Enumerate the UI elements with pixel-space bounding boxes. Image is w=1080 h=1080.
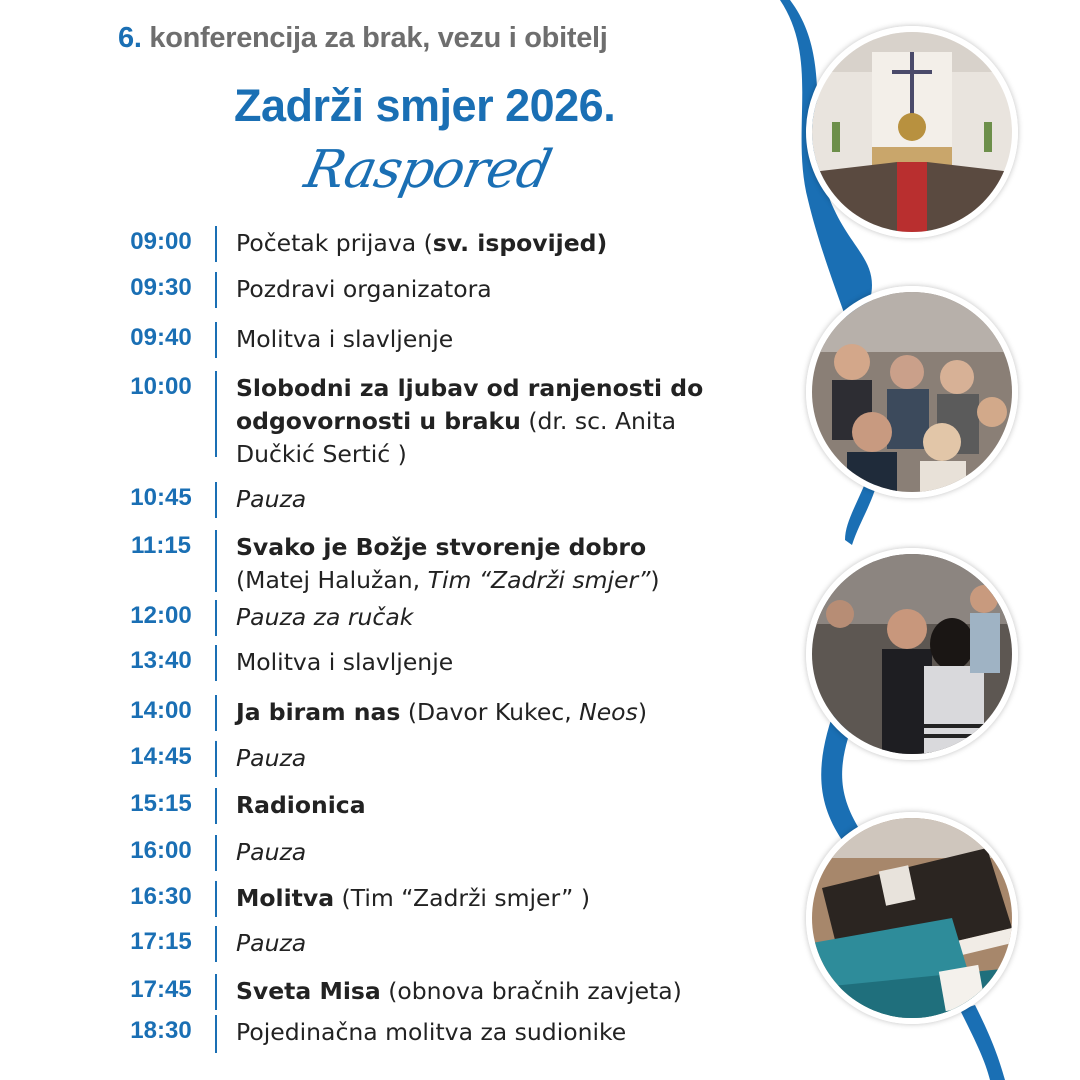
schedule-time: 13:40 [130, 647, 192, 674]
schedule-description [236, 742, 736, 775]
schedule-divider [215, 322, 217, 358]
schedule-time: 10:00 [130, 373, 192, 400]
session-title: Slobodni za ljubav od ranjenosti do odgovornosti u braku [236, 374, 704, 435]
session-note: Neos [579, 698, 638, 726]
schedule-time: 11:15 [130, 532, 192, 559]
session-title: Ja biram nas [236, 698, 401, 726]
schedule-description [236, 372, 736, 471]
session-note: Pauza [236, 744, 307, 772]
schedule-divider [215, 926, 217, 962]
session-text: (Davor Kukec, [400, 698, 580, 726]
session-text: (dr. sc. Anita Dučkić Sertić ) [236, 407, 677, 468]
schedule-description [236, 273, 736, 306]
schedule-description [236, 836, 736, 869]
conference-number: 6. [118, 22, 142, 54]
session-text: Molitva i slavljenje [236, 325, 454, 353]
photo-conversation [806, 548, 1018, 760]
schedule-time: 09:40 [130, 324, 192, 351]
schedule-time: 12:00 [130, 602, 192, 629]
schedule-time: 16:30 [130, 883, 192, 910]
schedule-description [236, 696, 736, 729]
schedule-divider [215, 272, 217, 308]
schedule-divider [215, 881, 217, 917]
schedule-description [236, 227, 736, 260]
schedule-divider [215, 482, 217, 518]
schedule-divider [215, 645, 217, 681]
session-title: Svako je Božje stvorenje dobro [236, 533, 647, 561]
schedule-divider [215, 371, 217, 457]
schedule-description [236, 927, 736, 960]
session-text: Molitva i slavljenje [236, 648, 454, 676]
schedule-time: 09:30 [130, 274, 192, 301]
photo-books [806, 812, 1018, 1024]
schedule-time: 09:00 [130, 228, 192, 255]
schedule-time: 14:45 [130, 743, 192, 770]
photo-church-interior [806, 26, 1018, 238]
session-note: Pauza [236, 929, 307, 957]
session-text: (Matej Halužan, [236, 566, 428, 594]
main-title: Zadrži smjer 2026. [234, 80, 616, 131]
session-text: Pojedinačna molitva za sudionike [236, 1018, 627, 1046]
schedule-heading: Raspored [299, 140, 556, 200]
schedule-description [236, 1016, 736, 1049]
session-text: ) [650, 566, 660, 594]
schedule-description [236, 323, 736, 356]
session-title: Sveta Misa [236, 977, 381, 1005]
session-note: Pauza [236, 485, 307, 513]
schedule-time: 17:15 [130, 928, 192, 955]
schedule-description [236, 882, 736, 915]
session-text: Pozdravi organizatora [236, 275, 492, 303]
schedule-divider [215, 695, 217, 731]
schedule-divider [215, 226, 217, 262]
session-text: ) [637, 698, 647, 726]
conference-line [118, 22, 608, 55]
schedule-divider [215, 788, 217, 824]
schedule-description [236, 646, 736, 679]
schedule-divider [215, 741, 217, 777]
session-text: (Tim “Zadrži smjer” ) [334, 884, 590, 912]
schedule-divider [215, 530, 217, 592]
schedule-description [236, 531, 706, 597]
session-note: Pauza za ručak [236, 603, 414, 631]
schedule-description [236, 975, 736, 1008]
schedule-time: 18:30 [130, 1017, 192, 1044]
session-note: Pauza [236, 838, 307, 866]
schedule-time: 15:15 [130, 790, 192, 817]
schedule-time: 17:45 [130, 976, 192, 1003]
schedule-time: 14:00 [130, 697, 192, 724]
photo-audience [806, 286, 1018, 498]
schedule-description [236, 601, 736, 634]
schedule-divider [215, 600, 217, 636]
schedule-divider [215, 1015, 217, 1053]
session-note: Tim “Zadrži smjer” [427, 566, 651, 594]
session-text: (obnova bračnih zavjeta) [380, 977, 682, 1005]
schedule-divider [215, 835, 217, 871]
session-title: Radionica [236, 791, 366, 819]
session-title: Molitva [236, 884, 335, 912]
session-text: Početak prijava ( [236, 229, 433, 257]
schedule-time: 16:00 [130, 837, 192, 864]
schedule-description [236, 483, 736, 516]
session-title: sv. ispovijed) [432, 229, 608, 257]
schedule-time: 10:45 [130, 484, 192, 511]
conference-name: konferencija za brak, vezu i obitelj [149, 22, 608, 54]
schedule-description [236, 789, 736, 822]
schedule-divider [215, 974, 217, 1010]
